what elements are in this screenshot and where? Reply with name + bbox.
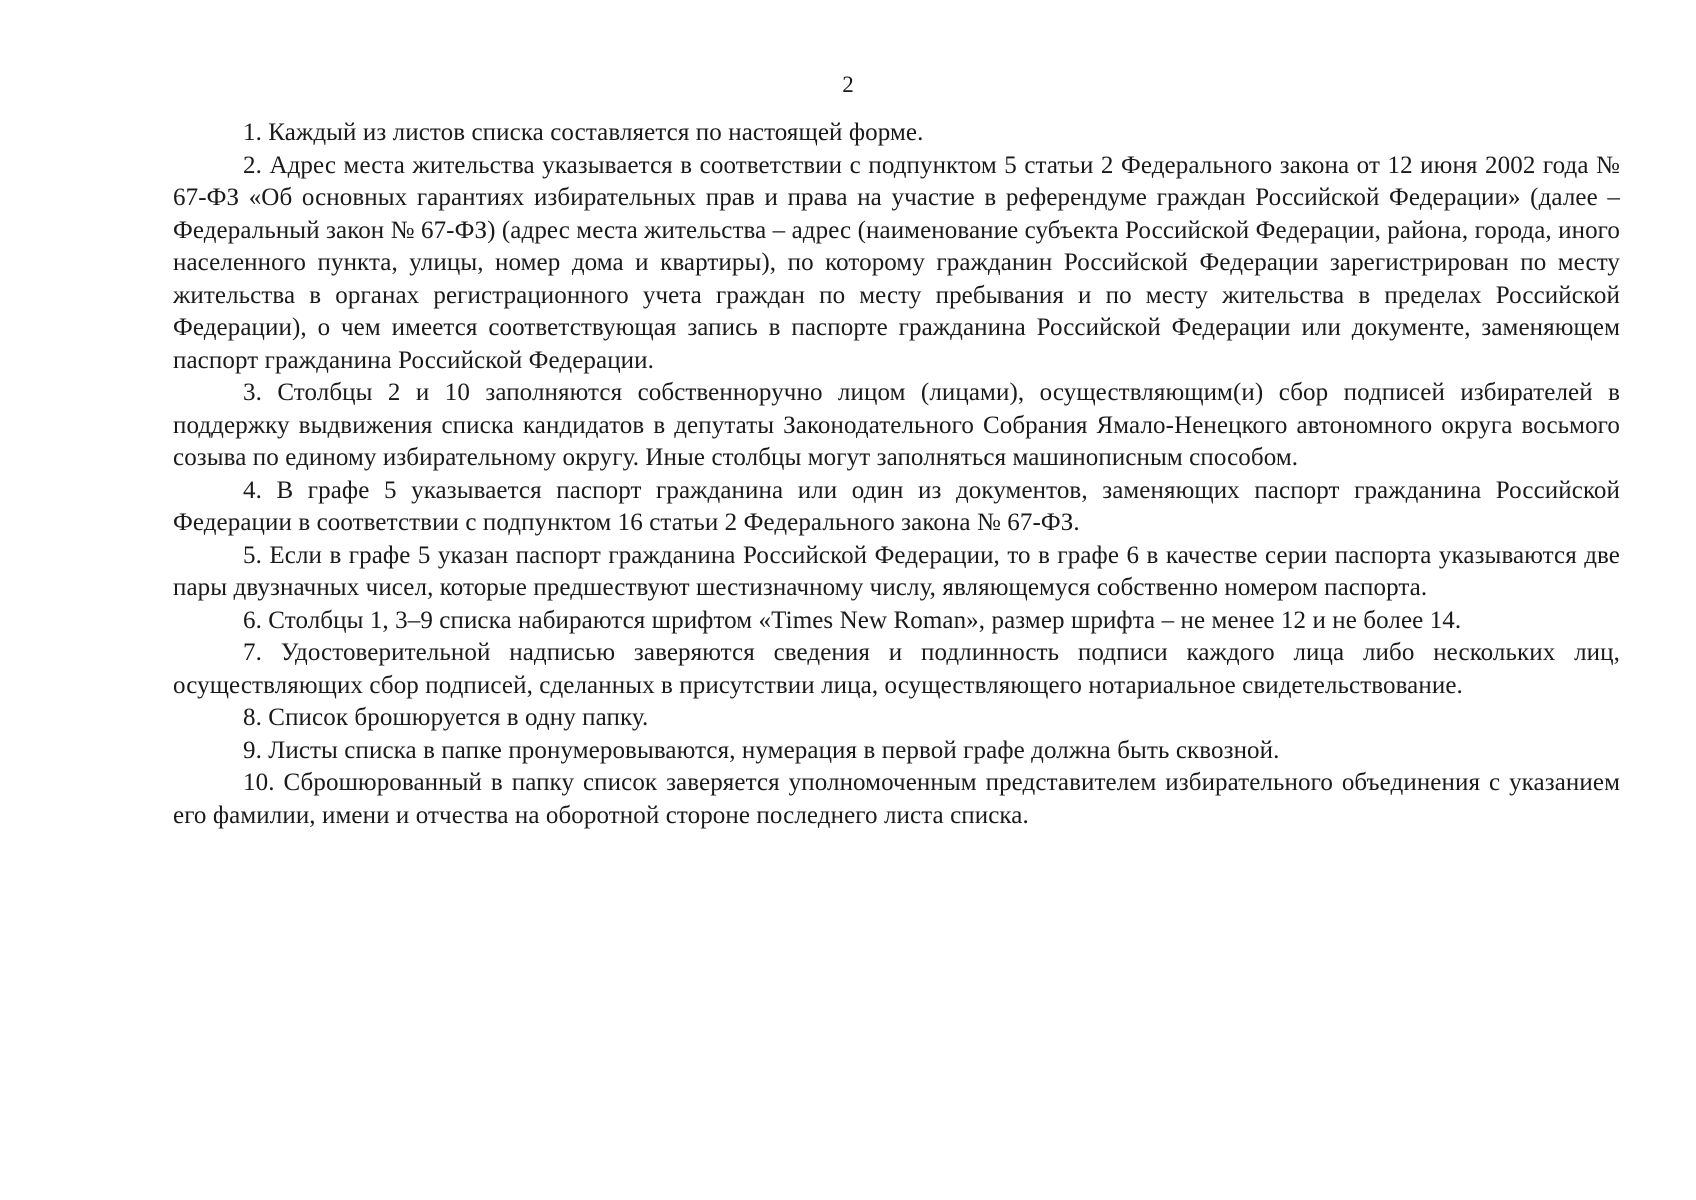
instruction-item-1: 1. Каждый из листов списка составляется по настоящей форме. [243,119,924,146]
instruction-item-4: 4. В графе 5 указывается паспорт гражданина или один из документов, заменяющих паспорт гражданина Российской Федерации в соответствии с подпунктом 16 статьи 2 Федерального закона № 67-ФЗ. [173,476,1620,536]
instruction-item-7: 7. Удостоверительной надписью заверяются сведения и подлинность подписи каждого лица либо нескольких лиц, осуществляющих сбор подписей, сделанных в присутствии лица, осуществляющего нотариальное свидетельствование. [173,639,1620,699]
instruction-item-9: 9. Листы списка в папке пронумеровываются, нумерация в первой графе должна быть сквозной. [243,736,1280,764]
instruction-item-8: 8. Список брошюруется в одну папку. [243,704,649,731]
page-number: 2 [842,72,854,97]
instruction-item-3: 3. Столбцы 2 и 10 заполняются собственноручно лицом (лицами), осуществляющим(и) сбор подписей избирателей в поддержку выдвижения списка кандидатов в депутаты Законодательного Собрания Ямало-Ненецкого автономного округа восьмого созыва по единому избирательному округу. Иные столбцы могут заполняться машинописным способом. [173,379,1620,471]
instruction-item-5: 5. Если в графе 5 указан паспорт гражданина Российской Федерации, то в графе 6 в качестве серии паспорта указываются две пары двузначных чисел, которые предшествуют шестизначному числу, являющемуся собственно номером паспорта. [173,541,1620,601]
instructions-list [173,117,1620,832]
instruction-item-6: 6. Столбцы 1, 3–9 списка набираются шрифтом «Times New Roman», размер шрифта – не менее 12 и не более 14. [243,606,1462,634]
instruction-item-10: 10. Сброшюрованный в папку список заверяется уполномоченным представителем избирательного объединения с указанием его фамилии, имени и отчества на оборотной стороне последнего листа списка. [173,769,1620,829]
instruction-item-2: 2. Адрес места жительства указывается в соответствии с подпунктом 5 статьи 2 Федерального закона от 12 июня 2002 года № 67-ФЗ «Об основных гарантиях избирательных прав и права на участие в референдуме граждан Российской Федерации» (далее – Федеральный закон № 67-ФЗ) (адрес места жительства – адрес (наименование субъекта Российской Федерации, района, города, иного населенного пункта, улицы, номер дома и квартиры), по которому гражданин Российской Федерации зарегистрирован по месту жительства в органах регистрационного учета граждан по месту пребывания и по месту жительства в пределах Российской Федерации), о чем имеется соответствующая запись в паспорте гражданина Российской Федерации или документе, заменяющем паспорт гражданина Российской Федерации. [173,151,1620,374]
